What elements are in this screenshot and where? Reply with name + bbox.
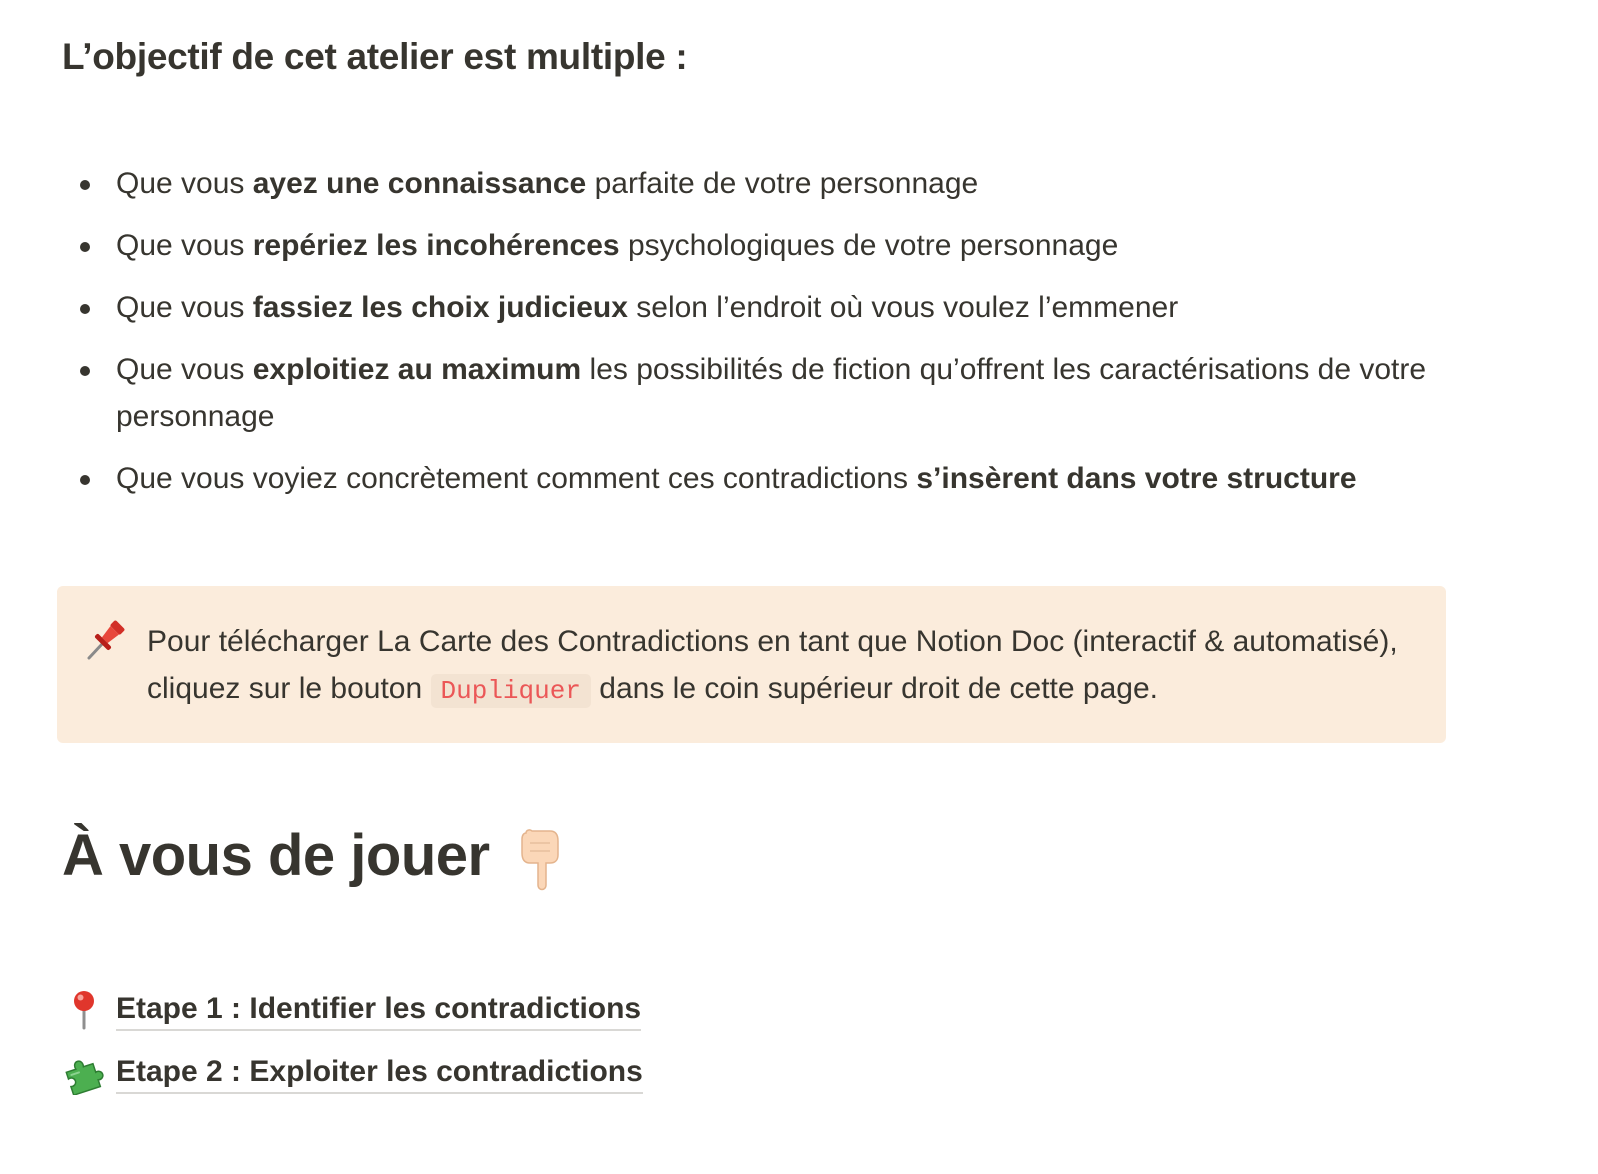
bullet-bold-text: ayez une connaissance: [252, 167, 587, 200]
bullet-text: Que vous: [116, 291, 253, 324]
bullet-text: Que vous: [116, 353, 253, 386]
page-link-label[interactable]: Etape 2 : Exploiter les contradictions: [116, 1052, 643, 1094]
objectives-list: [62, 160, 1462, 517]
bullet-bold-text: repériez les incohérences: [252, 229, 620, 262]
callout-text: [147, 618, 1437, 715]
bullet-text: selon l’endroit où vous voulez l’emmener: [627, 291, 1179, 324]
inline-code-duplicate: Dupliquer: [431, 674, 591, 708]
page-link-label[interactable]: Etape 1 : Identifier les contradictions: [116, 989, 641, 1031]
bullet-text: les possibilités de fiction qu’offrent les caractérisations de votre personnage: [116, 353, 1427, 433]
list-item: [62, 222, 1462, 269]
page-section-title: [62, 822, 568, 893]
puzzle-piece-icon: [62, 1051, 106, 1095]
section-heading: L’objectif de cet atelier est multiple :: [62, 36, 688, 77]
bullet-dot: [80, 366, 90, 376]
section-title-text: À vous de jouer: [62, 823, 490, 888]
pushpin-icon: [81, 616, 129, 664]
round-pushpin-icon: [62, 988, 106, 1032]
pointing-down-hand-icon: [508, 827, 568, 893]
page-link-etape-1[interactable]: [62, 978, 643, 1041]
list-item: [62, 346, 1462, 440]
callout-text-before: Pour télécharger La Carte des Contradictions en tant que Notion Doc (interactif & automatisé), cliquez sur le bouton: [147, 625, 1398, 705]
page-link-etape-2[interactable]: [62, 1041, 643, 1104]
bullet-bold-text: s’insèrent dans votre structure: [916, 462, 1357, 495]
page-links: [62, 978, 643, 1104]
bullet-bold-text: exploitiez au maximum: [252, 353, 582, 386]
bullet-dot: [80, 475, 90, 485]
bullet-dot: [80, 242, 90, 252]
list-item: [62, 455, 1462, 502]
bullet-dot: [80, 180, 90, 190]
bullet-text: parfaite de votre personnage: [586, 167, 979, 200]
bullet-text: Que vous voyiez concrètement comment ces contradictions: [116, 462, 917, 495]
bullet-dot: [80, 304, 90, 314]
list-item: [62, 160, 1462, 207]
bullet-bold-text: fassiez les choix judicieux: [252, 291, 628, 324]
callout-text-after: dans le coin supérieur droit de cette page.: [590, 672, 1158, 705]
bullet-text: Que vous: [116, 229, 253, 262]
callout-block: [57, 586, 1446, 743]
list-item: [62, 284, 1462, 331]
bullet-text: psychologiques de votre personnage: [619, 229, 1119, 262]
bullet-text: Que vous: [116, 167, 253, 200]
